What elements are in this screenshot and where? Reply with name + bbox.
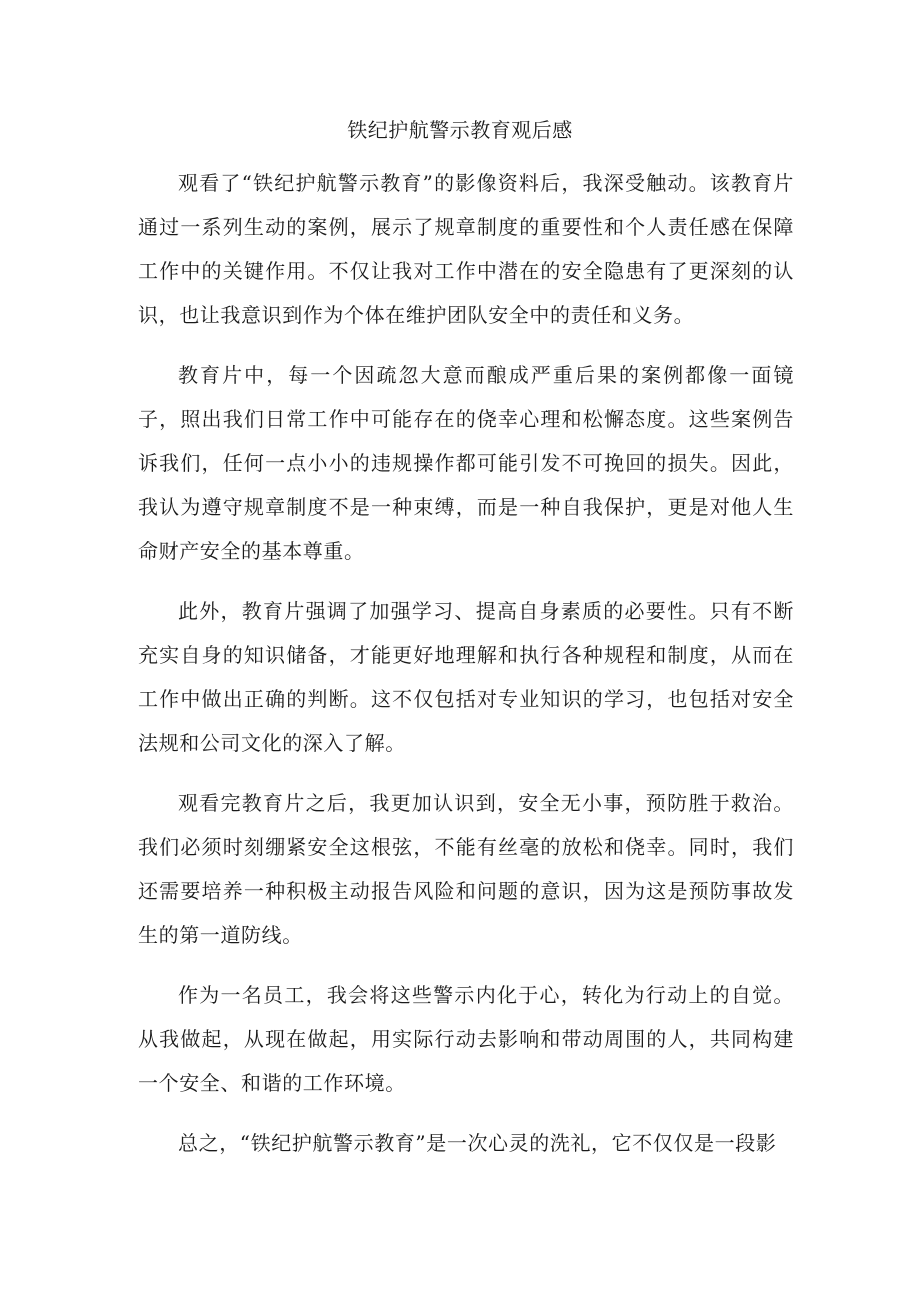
paragraph-6: 总之，“铁纪护航警示教育”是一次心灵的洗礼，它不仅仅是一段影: [178, 1131, 777, 1155]
document-title: 铁纪护航警示教育观后感: [347, 118, 573, 142]
paragraph-3: 此外，教育片强调了加强学习、提高自身素质的必要性。只有不断充实自身的知识储备，才能更好地理解和执行各种规程和制度，从而在工作中做出正确的判断。这不仅包括对专业知识的学习，也包括对安全法规和公司文化的深入了解。: [138, 599, 794, 755]
paragraph-2: 教育片中，每一个因疏忽大意而酿成严重后果的案例都像一面镜子，照出我们日常工作中可能存在的侥幸心理和松懈态度。这些案例告诉我们，任何一点小小的违规操作都可能引发不可挽回的损失。因此，我认为遵守规章制度不是一种束缚，而是一种自我保护，更是对他人生命财产安全的基本尊重。: [138, 363, 794, 563]
paragraph-5: 作为一名员工，我会将这些警示内化于心，转化为行动上的自觉。从我做起，从现在做起，用实际行动去影响和带动周围的人，共同构建一个安全、和谐的工作环境。: [138, 983, 794, 1095]
document-body: [138, 161, 794, 1181]
paragraph-1: 观看了“铁纪护航警示教育”的影像资料后，我深受触动。该教育片通过一系列生动的案例，展示了规章制度的重要性和个人责任感在保障工作中的关键作用。不仅让我对工作中潜在的安全隐患有了更深刻的认识，也让我意识到作为个体在维护团队安全中的责任和义务。: [138, 171, 794, 327]
paragraph-4: 观看完教育片之后，我更加认识到，安全无小事，预防胜于救治。我们必须时刻绷紧安全这根弦，不能有丝毫的放松和侥幸。同时，我们还需要培养一种积极主动报告风险和问题的意识，因为这是预防事故发生的第一道防线。: [138, 791, 794, 947]
